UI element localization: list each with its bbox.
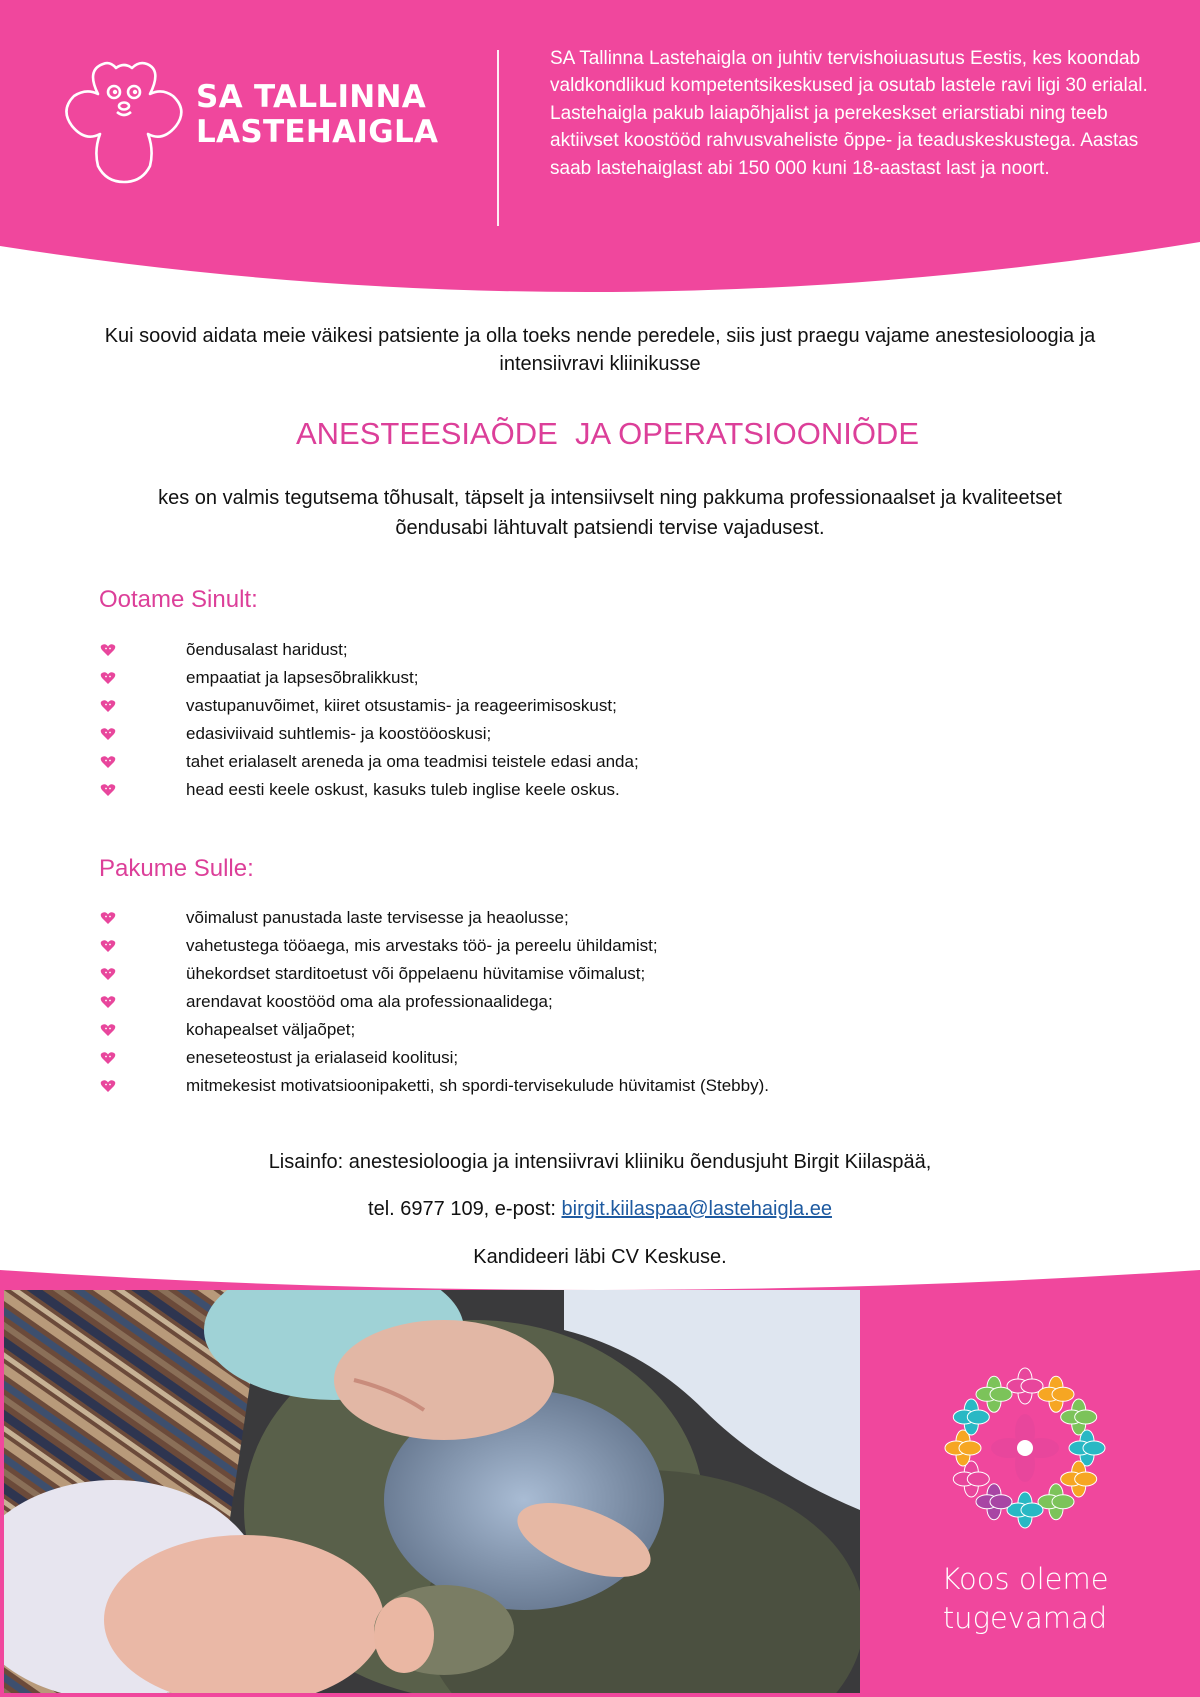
slogan [880, 1560, 1170, 1638]
list-item-text: tahet erialaselt areneda ja oma teadmisi teistele edasi anda; [186, 752, 639, 771]
job-subtitle: kes on valmis tegutsema tõhusalt, täpselt ja intensiivselt ning pakkuma professionaalset ja kvaliteetset õendusabi lähtuvalt patsiendi tervise vajadusest. [158, 487, 1062, 539]
bear-cross-logo-icon [58, 58, 188, 184]
heart-bullet-icon [100, 699, 116, 713]
slogan-line1: Koos oleme [941, 1562, 1109, 1596]
rosette-bear-petal [1007, 1368, 1043, 1404]
list-item-text: ühekordset starditoetust või õppelaenu hüvitamise võimalust; [186, 964, 646, 983]
email-link[interactable]: birgit.kiilaspaa@lastehaigla.ee [561, 1198, 832, 1220]
expect-list [99, 636, 639, 804]
contact-info: Lisainfo: anestesioloogia ja intensiivravi kliiniku õendusjuht Birgit Kiilaspää, [268, 1151, 932, 1173]
list-item-text: kohapealset väljaõpet; [186, 1020, 356, 1039]
heart-bullet-icon [100, 911, 116, 925]
list-item-text: eneseteostust ja erialaseid koolitusi; [186, 1048, 459, 1067]
contact-line [0, 1196, 1200, 1222]
list-item [99, 1044, 769, 1072]
rosette-bear-petal [945, 1430, 981, 1466]
list-item [99, 1016, 769, 1044]
phone-text: tel. 6977 109, e-post: [368, 1198, 562, 1220]
rosette-bear-petal [1069, 1430, 1105, 1466]
list-item [99, 720, 639, 748]
heart-bullet-icon [100, 783, 116, 797]
heart-bullet-icon [100, 939, 116, 953]
offer-list [99, 904, 769, 1100]
brand-name-line1: SA TALLINNA [196, 79, 427, 115]
list-item [99, 932, 769, 960]
heart-bullet-icon [100, 1051, 116, 1065]
rosette-bear-petal [976, 1376, 1012, 1412]
colorful-bears-rosette-icon [935, 1358, 1115, 1538]
brand-name-line2: LASTEHAIGLA [196, 114, 439, 150]
header-divider [497, 50, 499, 226]
rosette-bear-petal [1038, 1484, 1074, 1520]
rosette-bear-petal [1038, 1376, 1074, 1412]
rosette-bear-petal [953, 1461, 989, 1497]
list-item [99, 748, 639, 776]
rosette-bear-petal [1007, 1492, 1043, 1528]
list-item [99, 776, 639, 804]
newborn-babies-photo [4, 1290, 860, 1693]
organization-intro: SA Tallinna Lastehaigla on juhtiv tervishoiuasutus Eestis, kes koondab valdkondlikud kompetentsikeskused ja osutab lastele ravi ligi 30 erialal. Lastehaigla pakub laiapõhjalist ja perekeskset eriarstiabi ning teeb aktiivset koostööd rahvusvaheliste õppe- ja teaduskeskustega. Aastas saab lastehaiglast abi 150 000 kuni 18-aastast last ja noort. [550, 48, 1148, 179]
list-item-text: edasiviivaid suhtlemis- ja koostööoskusi; [186, 724, 492, 743]
heart-bullet-icon [100, 755, 116, 769]
list-item-text: arendavat koostööd oma ala professionaalidega; [186, 992, 553, 1011]
list-item [99, 1072, 769, 1100]
list-item-text: õendusalast haridust; [186, 640, 348, 659]
list-item [99, 636, 639, 664]
rosette-bear-petal [1061, 1461, 1097, 1497]
list-item-text: empaatiat ja lapsesõbralikkust; [186, 668, 419, 687]
list-item-text: head eesti keele oskust, kasuks tuleb inglise keele oskus. [186, 780, 620, 799]
apply-text: Kandideeri läbi CV Keskuse. [473, 1246, 727, 1268]
job-title: ANESTEESIAÕDE JA OPERATSIOONIÕDE [295, 416, 919, 451]
rosette-bear-petal [953, 1399, 989, 1435]
heart-bullet-icon [100, 1023, 116, 1037]
heart-bullet-icon [100, 727, 116, 741]
lead-paragraph: Kui soovid aidata meie väikesi patsiente ja olla toeks nende peredele, siis just praegu vajame anestesioloogia ja intensiivravi kliinikusse [104, 325, 1096, 375]
brand-wordmark [196, 80, 438, 150]
expect-heading: Ootame Sinult: [99, 586, 258, 613]
list-item [99, 664, 639, 692]
list-item [99, 988, 769, 1016]
list-item-text: mitmekesist motivatsioonipaketti, sh spordi-tervisekulude hüvitamist (Stebby). [186, 1076, 769, 1095]
list-item [99, 692, 639, 720]
heart-bullet-icon [100, 967, 116, 981]
heart-bullet-icon [100, 1079, 116, 1093]
rosette-bear-petal [1061, 1399, 1097, 1435]
offer-heading: Pakume Sulle: [99, 855, 254, 882]
rosette-bear-petal [976, 1484, 1012, 1520]
heart-bullet-icon [100, 995, 116, 1009]
list-item-text: võimalust panustada laste tervisesse ja heaolusse; [186, 908, 569, 927]
heart-bullet-icon [100, 671, 116, 685]
list-item-text: vastupanuvõimet, kiiret otsustamis- ja reageerimisoskust; [186, 696, 617, 715]
list-item [99, 904, 769, 932]
slogan-line2: tugevamad [942, 1601, 1108, 1635]
heart-bullet-icon [100, 643, 116, 657]
list-item-text: vahetustega tööaega, mis arvestaks töö- ja pereelu ühildamist; [186, 936, 658, 955]
list-item [99, 960, 769, 988]
